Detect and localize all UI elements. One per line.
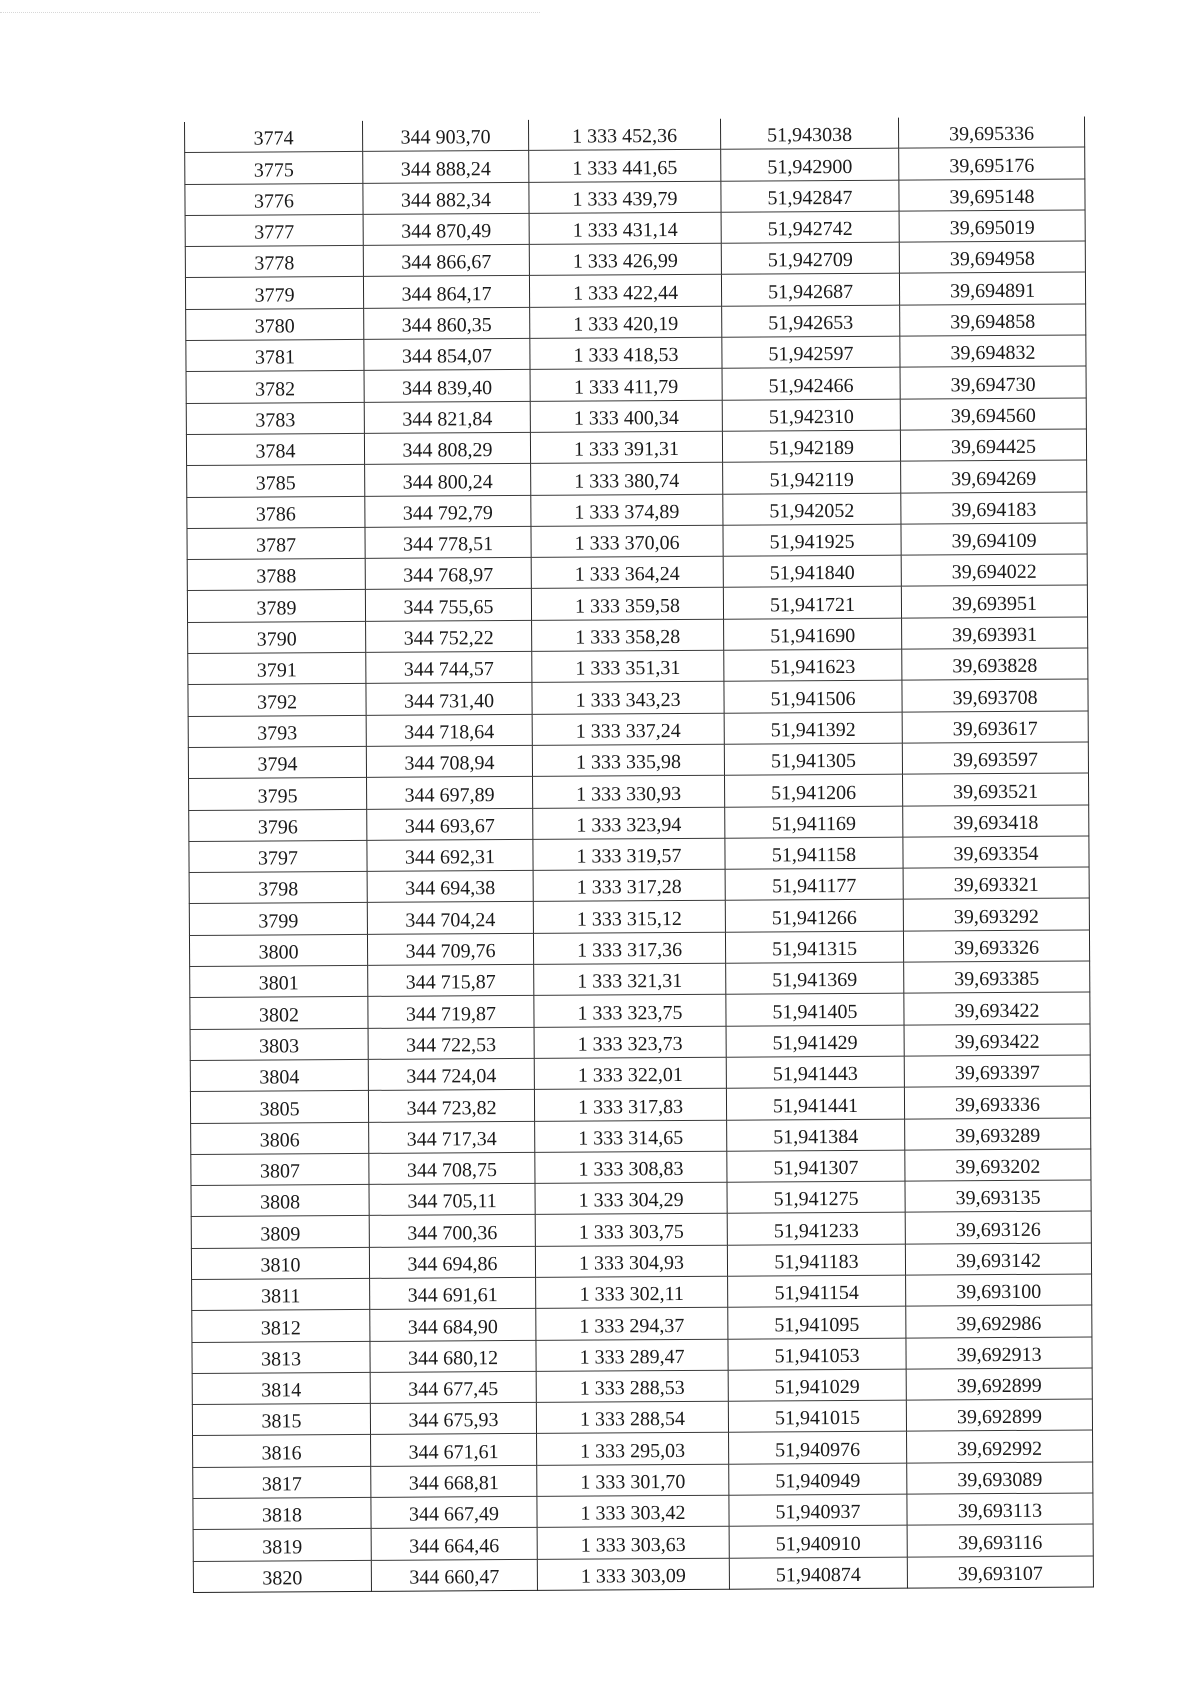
table-row [191, 1211, 1091, 1248]
x-coordinate-cell: 344 691,61 [370, 1277, 536, 1309]
latitude-cell: 51,941307 [727, 1150, 905, 1182]
y-coordinate-cell: 1 333 452,36 [528, 119, 720, 151]
x-coordinate-cell: 344 705,11 [369, 1183, 535, 1215]
latitude-cell: 51,941275 [727, 1181, 905, 1213]
y-coordinate-cell: 1 333 422,44 [529, 275, 721, 307]
latitude-cell: 51,941721 [723, 587, 901, 619]
x-coordinate-cell: 344 715,87 [368, 964, 534, 996]
y-coordinate-cell: 1 333 323,75 [534, 995, 726, 1027]
longitude-cell: 39,693951 [901, 585, 1087, 617]
point-number-cell: 3788 [187, 559, 365, 591]
table-row [193, 1462, 1093, 1499]
table-row [191, 1180, 1091, 1217]
x-coordinate-cell: 344 792,79 [365, 495, 531, 527]
latitude-cell: 51,942687 [721, 274, 899, 306]
latitude-cell: 51,943038 [720, 118, 898, 150]
longitude-cell: 39,692899 [906, 1368, 1092, 1400]
x-coordinate-cell: 344 839,40 [364, 370, 530, 402]
table-row [188, 711, 1088, 748]
table-row [185, 241, 1085, 278]
point-number-cell: 3778 [185, 246, 363, 278]
point-number-cell: 3797 [189, 840, 367, 872]
longitude-cell: 39,693521 [902, 773, 1088, 805]
x-coordinate-cell: 344 723,82 [368, 1090, 534, 1122]
x-coordinate-cell: 344 731,40 [366, 683, 532, 715]
point-number-cell: 3810 [191, 1247, 369, 1279]
table-row [186, 398, 1086, 435]
point-number-cell: 3781 [186, 339, 364, 371]
longitude-cell: 39,693617 [902, 711, 1088, 743]
point-number-cell: 3800 [189, 934, 367, 966]
y-coordinate-cell: 1 333 439,79 [529, 181, 721, 213]
y-coordinate-cell: 1 333 301,70 [537, 1464, 729, 1496]
table-row [187, 554, 1087, 591]
y-coordinate-cell: 1 333 323,73 [534, 1026, 726, 1058]
x-coordinate-cell: 344 694,38 [367, 871, 533, 903]
point-number-cell: 3819 [193, 1529, 371, 1561]
longitude-cell: 39,693107 [907, 1556, 1093, 1588]
latitude-cell: 51,941169 [725, 806, 903, 838]
latitude-cell: 51,941177 [725, 868, 903, 900]
y-coordinate-cell: 1 333 418,53 [530, 337, 722, 369]
point-number-cell: 3811 [192, 1278, 370, 1310]
table-row [185, 272, 1085, 309]
point-number-cell: 3783 [186, 402, 364, 434]
latitude-cell: 51,941266 [725, 900, 903, 932]
point-number-cell: 3795 [189, 778, 367, 810]
longitude-cell: 39,693336 [904, 1086, 1090, 1118]
longitude-cell: 39,693418 [903, 805, 1089, 837]
longitude-cell: 39,694858 [900, 304, 1086, 336]
latitude-cell: 51,941233 [727, 1213, 905, 1245]
x-coordinate-cell: 344 719,87 [368, 996, 534, 1028]
latitude-cell: 51,940976 [729, 1432, 907, 1464]
latitude-cell: 51,941384 [727, 1119, 905, 1151]
table-row [185, 210, 1085, 247]
latitude-cell: 51,942466 [722, 368, 900, 400]
longitude-cell: 39,694183 [901, 492, 1087, 524]
table-row [185, 179, 1085, 216]
longitude-cell: 39,693126 [905, 1211, 1091, 1243]
table-row [189, 805, 1089, 842]
y-coordinate-cell: 1 333 380,74 [531, 462, 723, 494]
y-coordinate-cell: 1 333 441,65 [529, 150, 721, 182]
latitude-cell: 51,941053 [728, 1338, 906, 1370]
x-coordinate-cell: 344 755,65 [365, 589, 531, 621]
y-coordinate-cell: 1 333 303,63 [537, 1527, 729, 1559]
table-row [187, 523, 1087, 560]
longitude-cell: 39,695019 [899, 210, 1085, 242]
x-coordinate-cell: 344 693,67 [367, 808, 533, 840]
x-coordinate-cell: 344 660,47 [371, 1559, 537, 1591]
y-coordinate-cell: 1 333 391,31 [530, 431, 722, 463]
x-coordinate-cell: 344 860,35 [364, 307, 530, 339]
point-number-cell: 3803 [190, 1028, 368, 1060]
x-coordinate-cell: 344 821,84 [364, 401, 530, 433]
point-number-cell: 3779 [185, 277, 363, 309]
y-coordinate-cell: 1 333 374,89 [531, 494, 723, 526]
latitude-cell: 51,941441 [726, 1087, 904, 1119]
table-row [189, 836, 1089, 873]
table-row [189, 898, 1089, 935]
longitude-cell: 39,693326 [903, 930, 1089, 962]
table-row [190, 992, 1090, 1029]
latitude-cell: 51,942310 [722, 399, 900, 431]
latitude-cell: 51,942709 [721, 242, 899, 274]
point-number-cell: 3808 [191, 1184, 369, 1216]
x-coordinate-cell: 344 722,53 [368, 1027, 534, 1059]
longitude-cell: 39,693422 [904, 1024, 1090, 1056]
latitude-cell: 51,941690 [724, 618, 902, 650]
table-row [187, 492, 1087, 529]
latitude-cell: 51,941405 [726, 993, 904, 1025]
x-coordinate-cell: 344 671,61 [371, 1434, 537, 1466]
table-row [187, 585, 1087, 622]
point-number-cell: 3785 [187, 465, 365, 497]
latitude-cell: 51,941095 [728, 1306, 906, 1338]
y-coordinate-cell: 1 333 343,23 [532, 682, 724, 714]
point-number-cell: 3802 [190, 997, 368, 1029]
y-coordinate-cell: 1 333 317,36 [533, 932, 725, 964]
x-coordinate-cell: 344 718,64 [366, 714, 532, 746]
table-row [189, 930, 1089, 967]
longitude-cell: 39,694425 [900, 429, 1086, 461]
coordinates-table [184, 116, 1094, 1592]
y-coordinate-cell: 1 333 295,03 [537, 1433, 729, 1465]
longitude-cell: 39,693116 [907, 1524, 1093, 1556]
table-row [189, 867, 1089, 904]
longitude-cell: 39,693321 [903, 867, 1089, 899]
latitude-cell: 51,941840 [723, 555, 901, 587]
longitude-cell: 39,693289 [905, 1117, 1091, 1149]
x-coordinate-cell: 344 694,86 [369, 1246, 535, 1278]
longitude-cell: 39,693422 [904, 992, 1090, 1024]
point-number-cell: 3817 [193, 1466, 371, 1498]
latitude-cell: 51,941315 [725, 931, 903, 963]
point-number-cell: 3775 [185, 152, 363, 184]
point-number-cell: 3796 [189, 809, 367, 841]
longitude-cell: 39,693931 [902, 617, 1088, 649]
y-coordinate-cell: 1 333 288,54 [536, 1401, 728, 1433]
x-coordinate-cell: 344 692,31 [367, 839, 533, 871]
latitude-cell: 51,941392 [724, 712, 902, 744]
scan-artifact-line [0, 12, 540, 14]
point-number-cell: 3774 [184, 121, 362, 153]
longitude-cell: 39,694958 [899, 241, 1085, 273]
y-coordinate-cell: 1 333 330,93 [533, 775, 725, 807]
point-number-cell: 3798 [189, 872, 367, 904]
table-row [190, 1024, 1090, 1061]
table-row [192, 1399, 1092, 1436]
table-row [186, 366, 1086, 403]
latitude-cell: 51,941183 [727, 1244, 905, 1276]
table-row [185, 147, 1085, 184]
point-number-cell: 3814 [192, 1372, 370, 1404]
x-coordinate-cell: 344 864,17 [363, 276, 529, 308]
point-number-cell: 3807 [191, 1153, 369, 1185]
point-number-cell: 3786 [187, 496, 365, 528]
table-row [193, 1524, 1093, 1561]
y-coordinate-cell: 1 333 359,58 [531, 588, 723, 620]
longitude-cell: 39,693292 [903, 898, 1089, 930]
latitude-cell: 51,940937 [729, 1494, 907, 1526]
latitude-cell: 51,940949 [729, 1463, 907, 1495]
table-row [191, 1149, 1091, 1186]
x-coordinate-cell: 344 808,29 [364, 432, 530, 464]
table-row [188, 679, 1088, 716]
x-coordinate-cell: 344 778,51 [365, 526, 531, 558]
table-row [193, 1556, 1093, 1593]
longitude-cell: 39,693100 [906, 1274, 1092, 1306]
longitude-cell: 39,693597 [902, 742, 1088, 774]
point-number-cell: 3784 [186, 433, 364, 465]
y-coordinate-cell: 1 333 303,75 [535, 1214, 727, 1246]
longitude-cell: 39,693354 [903, 836, 1089, 868]
longitude-cell: 39,693397 [904, 1055, 1090, 1087]
point-number-cell: 3813 [192, 1341, 370, 1373]
latitude-cell: 51,942119 [723, 461, 901, 493]
x-coordinate-cell: 344 752,22 [366, 620, 532, 652]
table-row [193, 1493, 1093, 1530]
table-row [190, 961, 1090, 998]
table-row [186, 429, 1086, 466]
x-coordinate-cell: 344 882,34 [363, 182, 529, 214]
latitude-cell: 51,941015 [728, 1400, 906, 1432]
point-number-cell: 3780 [186, 308, 364, 340]
y-coordinate-cell: 1 333 319,57 [533, 838, 725, 870]
longitude-cell: 39,693708 [902, 679, 1088, 711]
longitude-cell: 39,693202 [905, 1149, 1091, 1181]
latitude-cell: 51,941154 [728, 1275, 906, 1307]
table-row [188, 648, 1088, 685]
table-row [188, 742, 1088, 779]
longitude-cell: 39,695176 [899, 147, 1085, 179]
latitude-cell: 51,941506 [724, 680, 902, 712]
table-row [192, 1305, 1092, 1342]
latitude-cell: 51,941925 [723, 524, 901, 556]
point-number-cell: 3799 [189, 903, 367, 935]
point-number-cell: 3816 [193, 1435, 371, 1467]
longitude-cell: 39,692913 [906, 1337, 1092, 1369]
table-row [187, 460, 1087, 497]
y-coordinate-cell: 1 333 304,93 [535, 1245, 727, 1277]
x-coordinate-cell: 344 664,46 [371, 1528, 537, 1560]
x-coordinate-cell: 344 870,49 [363, 213, 529, 245]
table-row [191, 1117, 1091, 1154]
y-coordinate-cell: 1 333 364,24 [531, 556, 723, 588]
x-coordinate-cell: 344 680,12 [370, 1340, 536, 1372]
point-number-cell: 3804 [190, 1059, 368, 1091]
y-coordinate-cell: 1 333 400,34 [530, 400, 722, 432]
y-coordinate-cell: 1 333 314,65 [535, 1120, 727, 1152]
longitude-cell: 39,694109 [901, 523, 1087, 555]
y-coordinate-cell: 1 333 317,83 [534, 1088, 726, 1120]
latitude-cell: 51,942900 [721, 148, 899, 180]
table-row [190, 1055, 1090, 1092]
table-row [191, 1243, 1091, 1280]
y-coordinate-cell: 1 333 302,11 [536, 1276, 728, 1308]
latitude-cell: 51,941443 [726, 1056, 904, 1088]
latitude-cell: 51,941429 [726, 1025, 904, 1057]
y-coordinate-cell: 1 333 303,42 [537, 1495, 729, 1527]
latitude-cell: 51,942847 [721, 180, 899, 212]
y-coordinate-cell: 1 333 335,98 [532, 744, 724, 776]
y-coordinate-cell: 1 333 321,31 [534, 963, 726, 995]
longitude-cell: 39,693385 [904, 961, 1090, 993]
y-coordinate-cell: 1 333 308,83 [535, 1151, 727, 1183]
longitude-cell: 39,694022 [901, 554, 1087, 586]
x-coordinate-cell: 344 675,93 [370, 1403, 536, 1435]
latitude-cell: 51,942052 [723, 493, 901, 525]
latitude-cell: 51,942189 [722, 430, 900, 462]
longitude-cell: 39,693135 [905, 1180, 1091, 1212]
point-number-cell: 3809 [191, 1216, 369, 1248]
longitude-cell: 39,695148 [899, 179, 1085, 211]
latitude-cell: 51,941623 [724, 649, 902, 681]
x-coordinate-cell: 344 668,81 [371, 1465, 537, 1497]
point-number-cell: 3789 [187, 590, 365, 622]
y-coordinate-cell: 1 333 358,28 [532, 619, 724, 651]
x-coordinate-cell: 344 800,24 [365, 464, 531, 496]
table-row [186, 335, 1086, 372]
longitude-cell: 39,694832 [900, 335, 1086, 367]
point-number-cell: 3790 [188, 621, 366, 653]
table-row [192, 1368, 1092, 1405]
y-coordinate-cell: 1 333 322,01 [534, 1057, 726, 1089]
x-coordinate-cell: 344 667,49 [371, 1496, 537, 1528]
latitude-cell: 51,941206 [725, 774, 903, 806]
y-coordinate-cell: 1 333 294,37 [536, 1307, 728, 1339]
point-number-cell: 3782 [186, 371, 364, 403]
x-coordinate-cell: 344 866,67 [363, 245, 529, 277]
x-coordinate-cell: 344 708,75 [369, 1152, 535, 1184]
latitude-cell: 51,942653 [722, 305, 900, 337]
point-number-cell: 3805 [190, 1091, 368, 1123]
x-coordinate-cell: 344 903,70 [362, 120, 528, 152]
point-number-cell: 3794 [188, 746, 366, 778]
y-coordinate-cell: 1 333 351,31 [532, 650, 724, 682]
point-number-cell: 3793 [188, 715, 366, 747]
point-number-cell: 3815 [192, 1404, 370, 1436]
y-coordinate-cell: 1 333 426,99 [529, 243, 721, 275]
y-coordinate-cell: 1 333 304,29 [535, 1182, 727, 1214]
coordinates-table-body [184, 116, 1093, 1592]
longitude-cell: 39,693142 [905, 1243, 1091, 1275]
longitude-cell: 39,694730 [900, 366, 1086, 398]
longitude-cell: 39,692899 [906, 1399, 1092, 1431]
x-coordinate-cell: 344 768,97 [365, 558, 531, 590]
point-number-cell: 3806 [191, 1122, 369, 1154]
table-row [193, 1430, 1093, 1467]
y-coordinate-cell: 1 333 411,79 [530, 369, 722, 401]
table-row [184, 116, 1084, 152]
x-coordinate-cell: 344 697,89 [367, 777, 533, 809]
longitude-cell: 39,692986 [906, 1305, 1092, 1337]
x-coordinate-cell: 344 854,07 [364, 338, 530, 370]
point-number-cell: 3787 [187, 527, 365, 559]
point-number-cell: 3820 [193, 1560, 371, 1592]
x-coordinate-cell: 344 717,34 [369, 1121, 535, 1153]
latitude-cell: 51,941029 [728, 1369, 906, 1401]
point-number-cell: 3792 [188, 684, 366, 716]
x-coordinate-cell: 344 708,94 [366, 745, 532, 777]
longitude-cell: 39,694269 [901, 460, 1087, 492]
table-row [190, 1086, 1090, 1123]
y-coordinate-cell: 1 333 288,53 [536, 1370, 728, 1402]
y-coordinate-cell: 1 333 323,94 [533, 807, 725, 839]
x-coordinate-cell: 344 724,04 [368, 1058, 534, 1090]
latitude-cell: 51,940874 [729, 1557, 907, 1589]
latitude-cell: 51,942597 [722, 336, 900, 368]
longitude-cell: 39,694891 [899, 272, 1085, 304]
table-row [188, 617, 1088, 654]
longitude-cell: 39,693113 [907, 1493, 1093, 1525]
latitude-cell: 51,941305 [724, 743, 902, 775]
latitude-cell: 51,941158 [725, 837, 903, 869]
longitude-cell: 39,695336 [898, 116, 1084, 148]
point-number-cell: 3791 [188, 652, 366, 684]
y-coordinate-cell: 1 333 315,12 [533, 901, 725, 933]
table-row [192, 1337, 1092, 1374]
y-coordinate-cell: 1 333 337,24 [532, 713, 724, 745]
latitude-cell: 51,940910 [729, 1525, 907, 1557]
point-number-cell: 3776 [185, 183, 363, 215]
point-number-cell: 3812 [192, 1310, 370, 1342]
y-coordinate-cell: 1 333 431,14 [529, 212, 721, 244]
longitude-cell: 39,693089 [907, 1462, 1093, 1494]
longitude-cell: 39,693828 [902, 648, 1088, 680]
point-number-cell: 3777 [185, 214, 363, 246]
x-coordinate-cell: 344 677,45 [370, 1371, 536, 1403]
y-coordinate-cell: 1 333 289,47 [536, 1339, 728, 1371]
point-number-cell: 3818 [193, 1497, 371, 1529]
x-coordinate-cell: 344 744,57 [366, 651, 532, 683]
longitude-cell: 39,692992 [907, 1430, 1093, 1462]
y-coordinate-cell: 1 333 317,28 [533, 869, 725, 901]
y-coordinate-cell: 1 333 370,06 [531, 525, 723, 557]
longitude-cell: 39,694560 [900, 398, 1086, 430]
x-coordinate-cell: 344 888,24 [363, 151, 529, 183]
latitude-cell: 51,942742 [721, 211, 899, 243]
x-coordinate-cell: 344 684,90 [370, 1309, 536, 1341]
y-coordinate-cell: 1 333 303,09 [537, 1558, 729, 1590]
x-coordinate-cell: 344 709,76 [367, 933, 533, 965]
table-row [186, 304, 1086, 341]
table-row [189, 773, 1089, 810]
point-number-cell: 3801 [190, 965, 368, 997]
latitude-cell: 51,941369 [726, 962, 904, 994]
x-coordinate-cell: 344 704,24 [367, 902, 533, 934]
x-coordinate-cell: 344 700,36 [369, 1215, 535, 1247]
table-row [192, 1274, 1092, 1311]
y-coordinate-cell: 1 333 420,19 [530, 306, 722, 338]
